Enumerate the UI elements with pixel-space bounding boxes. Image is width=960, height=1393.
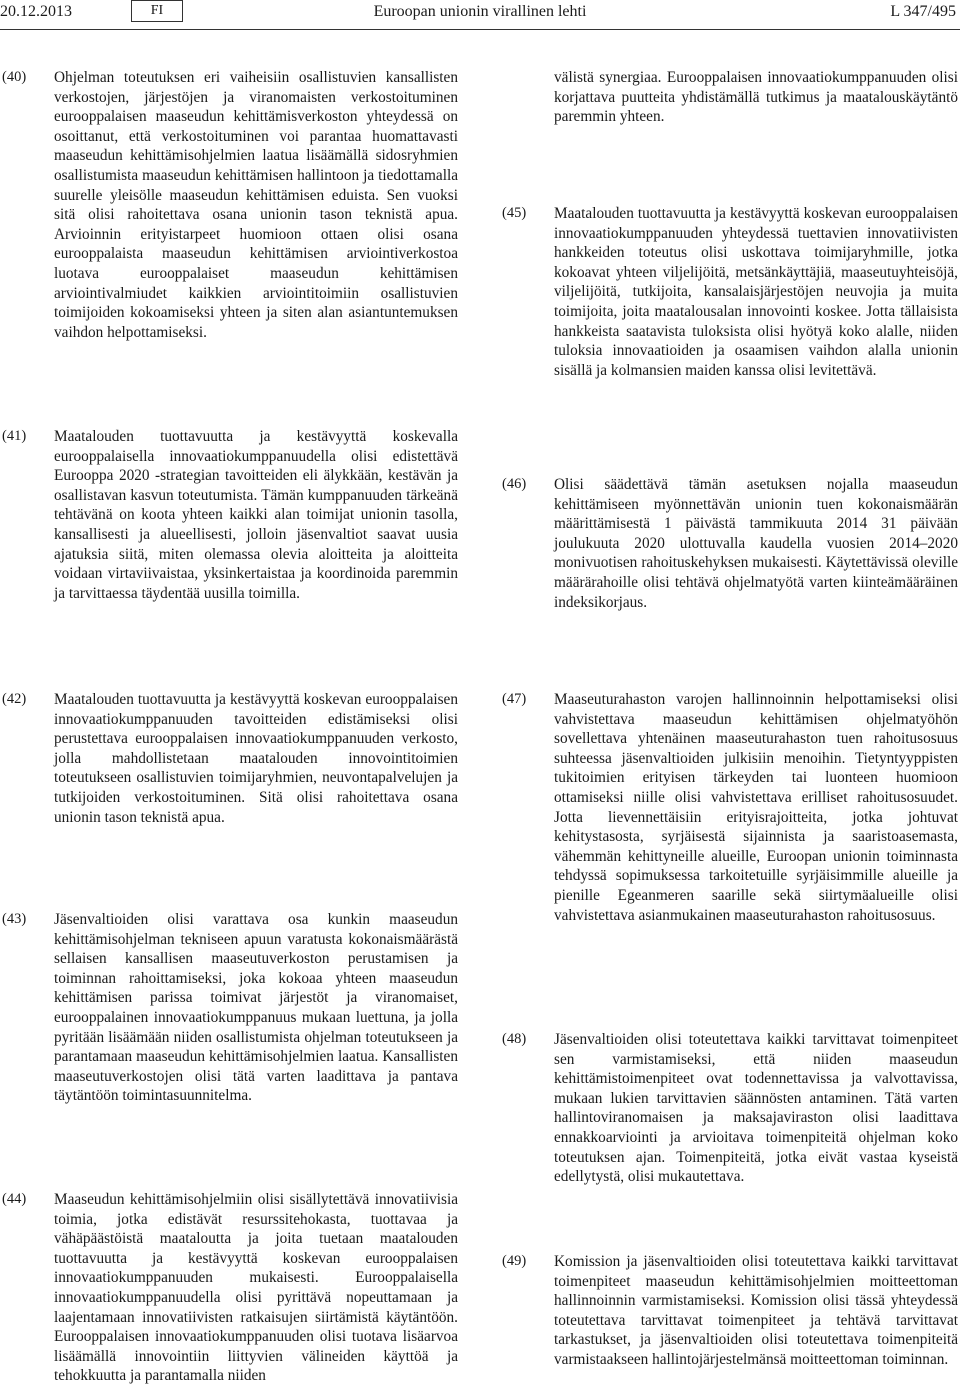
recital-text: Ohjelman toteutuksen eri vaiheisiin osallistuvien kansallisten verkostojen, järjestöjen ja viranomaisten verkostoituminen eurooppalaisen maaseudun kehittämisverkoston yhteydessä on osoittanut, että verkostoituminen voi parantaa huomattavasti maaseudun kehittämisohjelmien laatua lisäämällä sidosryhmien osallistumista maaseudun kehittämisen hallintoon ja tiedottamalla suurelle yleisölle maaseudun kehittämisen eduista. Sen vuoksi sitä olisi rahoitettava osana unionin tason teknistä apua. Arvioinnin erityistarpeet huomioon ottaen olisi osana eurooppalaista maaseudun kehittämisen arviointiverkostoa luotava eurooppalaiset maaseudun kehittämisen arviointivalmiudet kaikkien arviointitoimiin osallistuvien toimijoiden kokoamiseksi yhteen ja siten alan asiantuntemuksen vaihdon helpottamiseksi. (54, 69, 458, 341)
recital-text: Jäsenvaltioiden olisi toteutettava kaikki tarvittavat toimenpiteet sen varmistamiseksi, että niiden maaseudun kehittämistoimenpiteet ovat todennettavissa ja valvottavissa, mukaan lukien tarvittavien säännösten antaminen. Tätä varten hallintoviranomaisen ja maksajaviraston olisi laadittava ennakkoarviointi ja arvioitava toimenpiteitä ohjelman koko toteutuksen ajan. Toimenpiteitä, jotka eivät vastaa kyseistä edellytystä, olisi mukautettava. (554, 1031, 958, 1186)
recital-text: Maatalouden tuottavuutta ja kestävyyttä koskevalla eurooppalaisella innovaatiokumppanuudella olisi edistettävä Eurooppa 2020 -strategian tavoitteiden eli älykkään, kestävän ja osallistavan kasvun toteutumista. Tämän kumppanuuden tärkeänä tehtävänä on koota yhteen kaikki alan toimijat unionin tasolla, kansallisesti ja alueellisesti, jolloin jäsenvaltiot saavat uusia ajatuksia siitä, miten olemassa olevia aloitteita ja aloitteita voidaan virtaviivaistaa, yksinkertaistaa ja koordinoida paremmin ja tarvittaessa täydentää uusilla toimilla. (54, 428, 458, 602)
recital-text: Olisi säädettävä tämän asetuksen nojalla maaseudun kehittämiseen myönnettävän unionin tuen kokonaismäärän määrittämisestä 1 päivästä tammikuuta 2014 31 päivään joulukuuta 2020 ulottuvalla kaudella vuosien 2014–2020 monivuotisen rahoituskehyksen mukaisesti. Käytettävissä oleville määrärahoille olisi tehtävä ohjelmatyötä varten kiinteämääräinen indeksikorjaus. (554, 476, 958, 611)
recital-text: Maatalouden tuottavuutta ja kestävyyttä koskevan eurooppalaisen innovaatiokumppanuuden tavoitteiden edistämiseksi olisi perustettava eurooppalaisen innovaatiokumppanuuden verkosto, jolla mahdollistetaan maatalouden innovointitoimien toteutukseen osallistuvien toimijaryhmien, neuvontapalvelujen ja tutkijoiden verkostoituminen. Sitä olisi rahoitettava osana unionin tason teknistä apua. (54, 691, 458, 826)
recital-45 (502, 204, 958, 380)
recital-number: (40) (2, 69, 27, 85)
recital-40 (2, 68, 458, 342)
recital-number: (42) (2, 691, 27, 707)
recital-number: (46) (502, 476, 527, 492)
recital-text: Maatalouden tuottavuutta ja kestävyyttä koskevan eurooppalaisen innovaatiokumppanuuden yhteydessä tuettavien innovatiivisten hankkeiden toteutus olisi uskottava toimijaryhmille, jotka kokoavat yhteen viljelijöitä, metsänkäyttäjiä, maaseutuyhteisöjä, viljelijöitä, tutkijoita, kansalaisjärjestöjen neuvojia ja muita toimijoita, joita maatalousalan innovointi koskee. Jotta tällaisista hankkeista saatavista tuloksista olisi hyötyä koko alalle, niiden tuloksia innovaatioiden ja osaamisen vaihdon alalla unionin sisällä ja kolmansien maiden kanssa olisi levitettävä. (554, 205, 958, 379)
recital-49 (502, 1252, 958, 1370)
recital-number: (43) (2, 911, 27, 927)
recital-number: (47) (502, 691, 527, 707)
recital-44 (2, 1190, 458, 1386)
recital-text: Jäsenvaltioiden olisi varattava osa kunkin maaseudun kehittämisohjelman tekniseen apuun varatusta kokonaismäärästä sellaisen kansallisen maaseutuverkoston perustamisen ja toiminnan rahoittamiseksi, joka kokoaa yhteen maaseudun kehittämisen parissa toimivat järjestöt ja viranomaiset, eurooppalainen innovaatiokumppanuus mukaan luettuna, ja jolla pyritään lisäämään niiden osallistumista ohjelman toteutukseen ja parantamaan maaseudun kehittämisohjelmien laatua. Kansallisten maaseutuverkostojen olisi tätä varten laadittava ja pantava täytäntöön toimintasuunnitelma. (54, 911, 458, 1105)
recital-number: (49) (502, 1253, 527, 1269)
recital-text: Komission ja jäsenvaltioiden olisi toteutettava kaikki tarvittavat toimenpiteet maaseudun kehittämisohjelmien moitteettoman hallinnoinnin varmistamiseksi. Komission olisi tässä yhteydessä toteutettava tarvittavat toimenpiteet ja tehtävä tarvittavat tarkastukset, ja jäsenvaltioiden olisi toteutettava toimenpiteitä varmistaakseen hallintojärjestelmänsä moitteettoman toiminnan. (554, 1253, 958, 1368)
recital-47 (502, 690, 958, 925)
recital-number: (45) (502, 205, 527, 221)
recital-44-continuation: välistä synergiaa. Eurooppalaisen innovaatiokumppanuuden olisi korjattava puutteita yhdistämällä tutkimus ja maatalouskäytäntö paremmin yhteen. (554, 69, 958, 126)
language-badge: FI (131, 0, 183, 22)
recital-41 (2, 427, 458, 603)
recital-46 (502, 475, 958, 612)
recital-42 (2, 690, 458, 827)
recital-48 (502, 1030, 958, 1187)
recital-text: Maaseudun kehittämisohjelmiin olisi sisällytettävä innovatiivisia toimia, jotka edistävät resurssitehokasta, tuottavaa ja vähäpäästöistä maataloutta ja joita tuetaan maatalouden tuottavuutta ja kestävyyttä koskevan eurooppalaisen innovaatiokumppanuuden mukaisesti. Eurooppalaisella innovaatiokumppanuudella olisi pyrittävä nopeuttamaan ja laajentamaan innovatiivisten ratkaisujen siirtämistä käytäntöön. Eurooppalaisen innovaatiokumppanuuden olisi tuotava lisäarvoa lisäämällä innovointiin liittyvien välineiden käyttöä ja tehokkuutta ja parantamalla niiden (54, 1191, 458, 1385)
header-rule (0, 29, 960, 30)
page-header (0, 0, 960, 26)
recital-text: Maaseuturahaston varojen hallinnoinnin helpottamiseksi olisi vahvistettava maaseudun kehittämisen ohjelmatyöhön sovellettava yhtenäinen maaseuturahaston tuen rahoitusosuus suhteessa jäsenvaltioiden julkisiin menoihin. Tietyntyyppisten tukitoimien erityisen tärkeyden tai luonteen huomioon ottamiseksi niille olisi vahvistettava erilliset rahoitusosuudet. Jotta lievennettäisiin erityisrajoitteita, jotka johtuvat kehitystasosta, syrjäisestä sijainnista ja saaristoasemasta, vähemmän kehittyneille alueille, Euroopan unionin toiminnasta tehdyssä sopimuksessa tarkoitetuille syrjäisimmille alueille ja pienille Egeanmeren saarille sekä siirtymäalueille olisi vahvistettava asianmukainen maaseuturahaston rahoitusosuus. (554, 691, 958, 924)
recital-number: (48) (502, 1031, 527, 1047)
recital-number: (44) (2, 1191, 27, 1207)
journal-title: Euroopan unionin virallinen lehti (373, 3, 587, 20)
recital-number: (41) (2, 428, 27, 444)
recital-43 (2, 910, 458, 1106)
publication-date: 20.12.2013 (0, 3, 72, 20)
page-reference: L 347/495 (890, 3, 956, 20)
